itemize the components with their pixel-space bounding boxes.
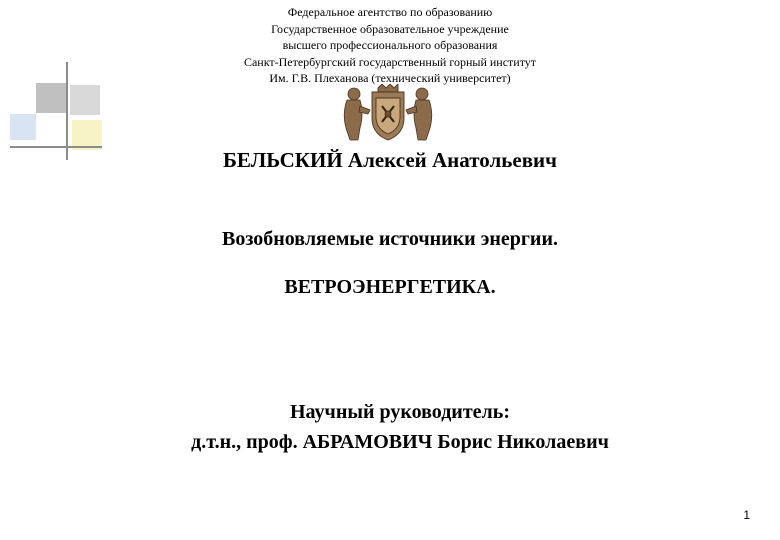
- header-line: Им. Г.В. Плеханова (технический университет): [269, 71, 511, 85]
- institution-header: [190, 4, 590, 87]
- supervisor-name: д.т.н., проф. АБРАМОВИЧ Борис Николаевич: [191, 431, 609, 453]
- supervisor-label: Научный руководитель:: [290, 401, 510, 423]
- author-name: БЕЛЬСКИЙ Алексей Анатольевич: [222, 148, 557, 172]
- header-line: Государственное образовательное учреждение: [271, 21, 509, 36]
- header-line: Санкт-Петербургский государственный горный институт: [243, 54, 537, 69]
- topic-subtitle: ВЕТРОЭНЕРГЕТИКА.: [284, 276, 496, 298]
- topic-title: Возобновляемые источники энергии.: [222, 228, 558, 250]
- page-number: 1: [743, 508, 750, 522]
- header-line: высшего профессионального образования: [282, 38, 498, 52]
- decor-square-light-gray: [70, 85, 100, 115]
- university-coat-of-arms-icon: [338, 84, 438, 142]
- decor-square-gray: [36, 83, 66, 113]
- decor-square-blue: [10, 114, 36, 140]
- header-line: Федеральное агентство по образованию: [287, 5, 493, 19]
